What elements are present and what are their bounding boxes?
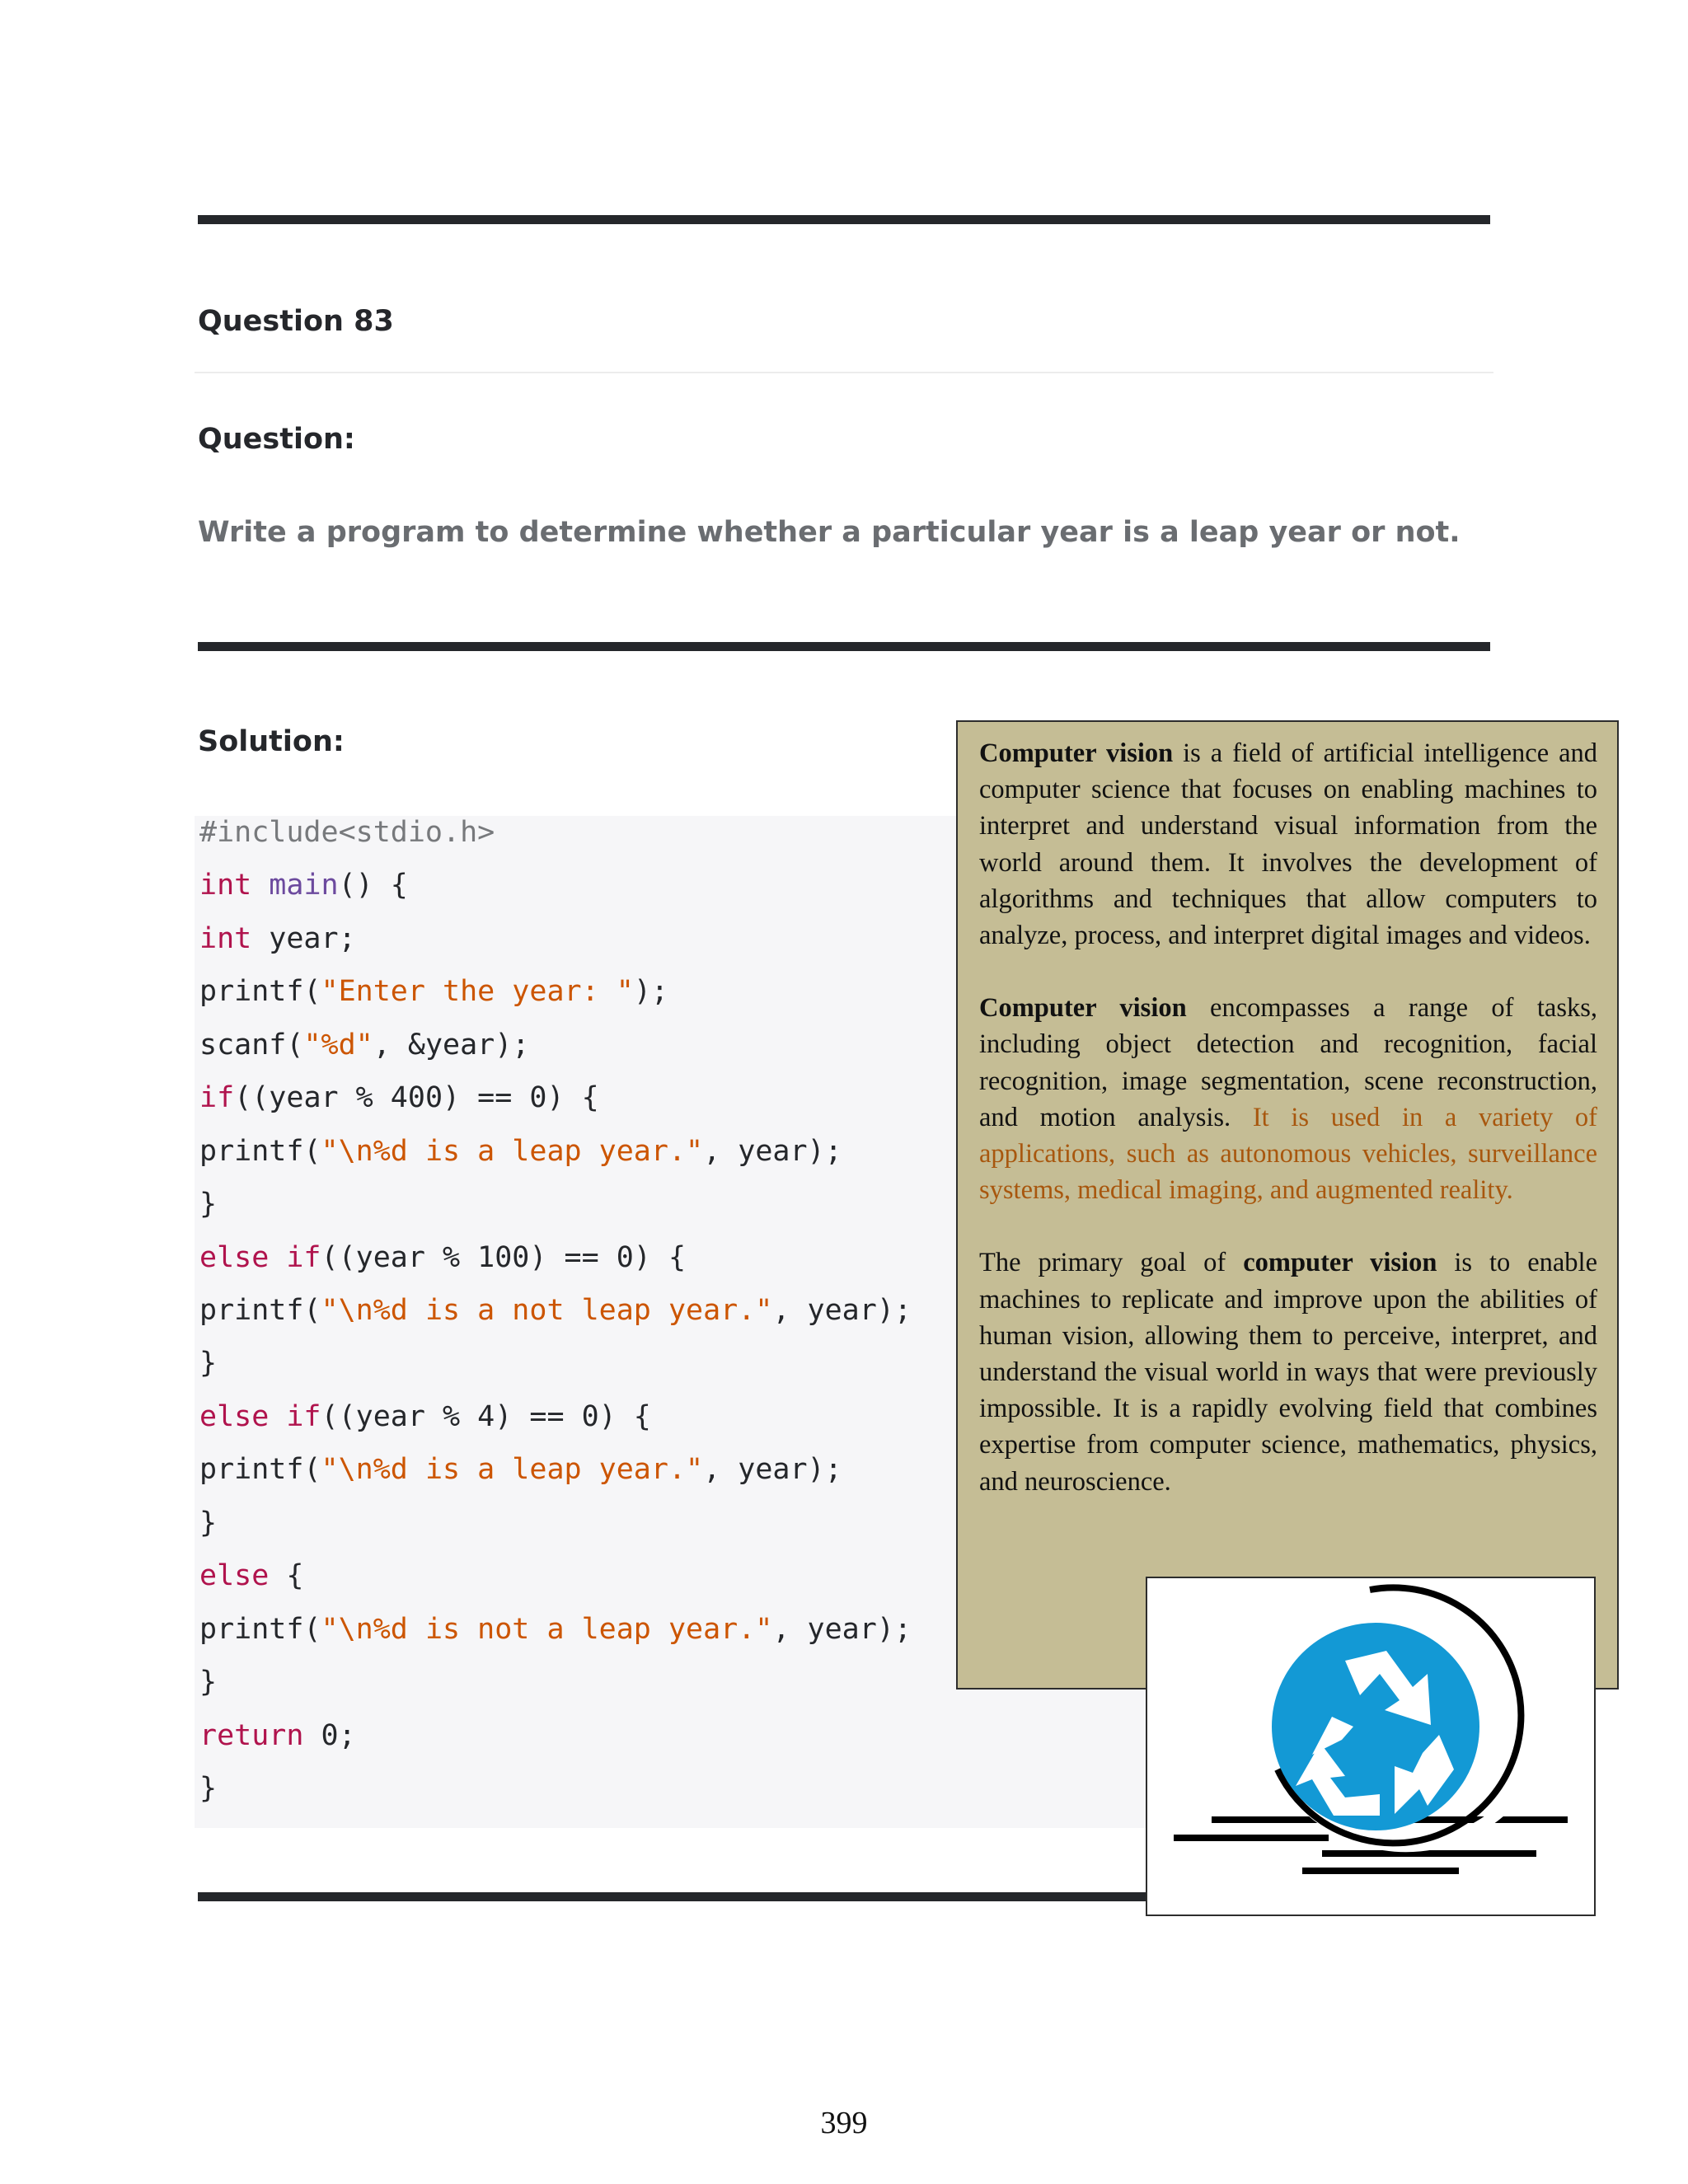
recycle-icon [1147,1578,1594,1915]
code-line: int main() { [199,869,408,902]
computer-vision-sidebar [956,720,1619,1690]
code-line: printf("Enter the year: "); [199,975,668,1008]
code-line: return 0; [199,1719,356,1752]
question-label: Question: [198,423,355,456]
code-line: else { [199,1559,304,1592]
middle-rule [198,642,1490,651]
question-text: Write a program to determine whether a particular year is a leap year or not. [198,516,1461,549]
question-number: Question 83 [198,305,394,338]
code-line: } [199,1507,218,1540]
code-line: printf("\n%d is a leap year.", year); [199,1135,842,1168]
code-line: else if((year % 100) == 0) { [199,1241,687,1274]
code-line: if((year % 400) == 0) { [199,1081,599,1114]
top-rule [198,215,1490,224]
code-line: printf("\n%d is not a leap year.", year); [199,1613,912,1646]
code-line: } [199,1772,218,1805]
code-line: } [199,1188,218,1221]
page-number: 399 [820,2106,868,2140]
heading-divider [195,372,1493,373]
recycle-icon-frame [1146,1577,1596,1916]
code-line: scanf("%d", &year); [199,1029,530,1062]
code-line: printf("\n%d is a not leap year.", year); [199,1294,912,1327]
code-line: printf("\n%d is a leap year.", year); [199,1453,842,1486]
code-line: } [199,1666,218,1699]
code-line: else if((year % 4) == 0) { [199,1400,651,1433]
code-line: } [199,1347,218,1380]
sidebar-paragraph: The primary goal of computer vision is to enable machines to replicate and improve upon the abilities of human vision, allowing them to perceive, interpret, and understand the visual world in ways that were previously impossible. It is a rapidly evolving field that combines expertise from computer science, mathematics, physics, and neuroscience. [979,1248,1598,1497]
code-line: int year; [199,922,356,955]
sidebar-paragraph: Computer vision is a field of artificial intelligence and computer science that focuses on enabling machines to interpret and understand visual information from the world around them. It involves the development of algorithms and techniques that allow computers to analyze, process, and interpret digital images and videos. [979,738,1597,951]
code-line: #include<stdio.h> [199,816,495,849]
solution-label: Solution: [198,725,345,758]
sidebar-paragraph: Computer vision encompasses a range of tasks, including object detection and recognition, facial recognition, image segmentation, scene reconstruction, and motion analysis. It is used in a variety of applications, such as autonomous vehicles, surveillance systems, medical imaging, and augmented reality. [979,993,1598,1206]
